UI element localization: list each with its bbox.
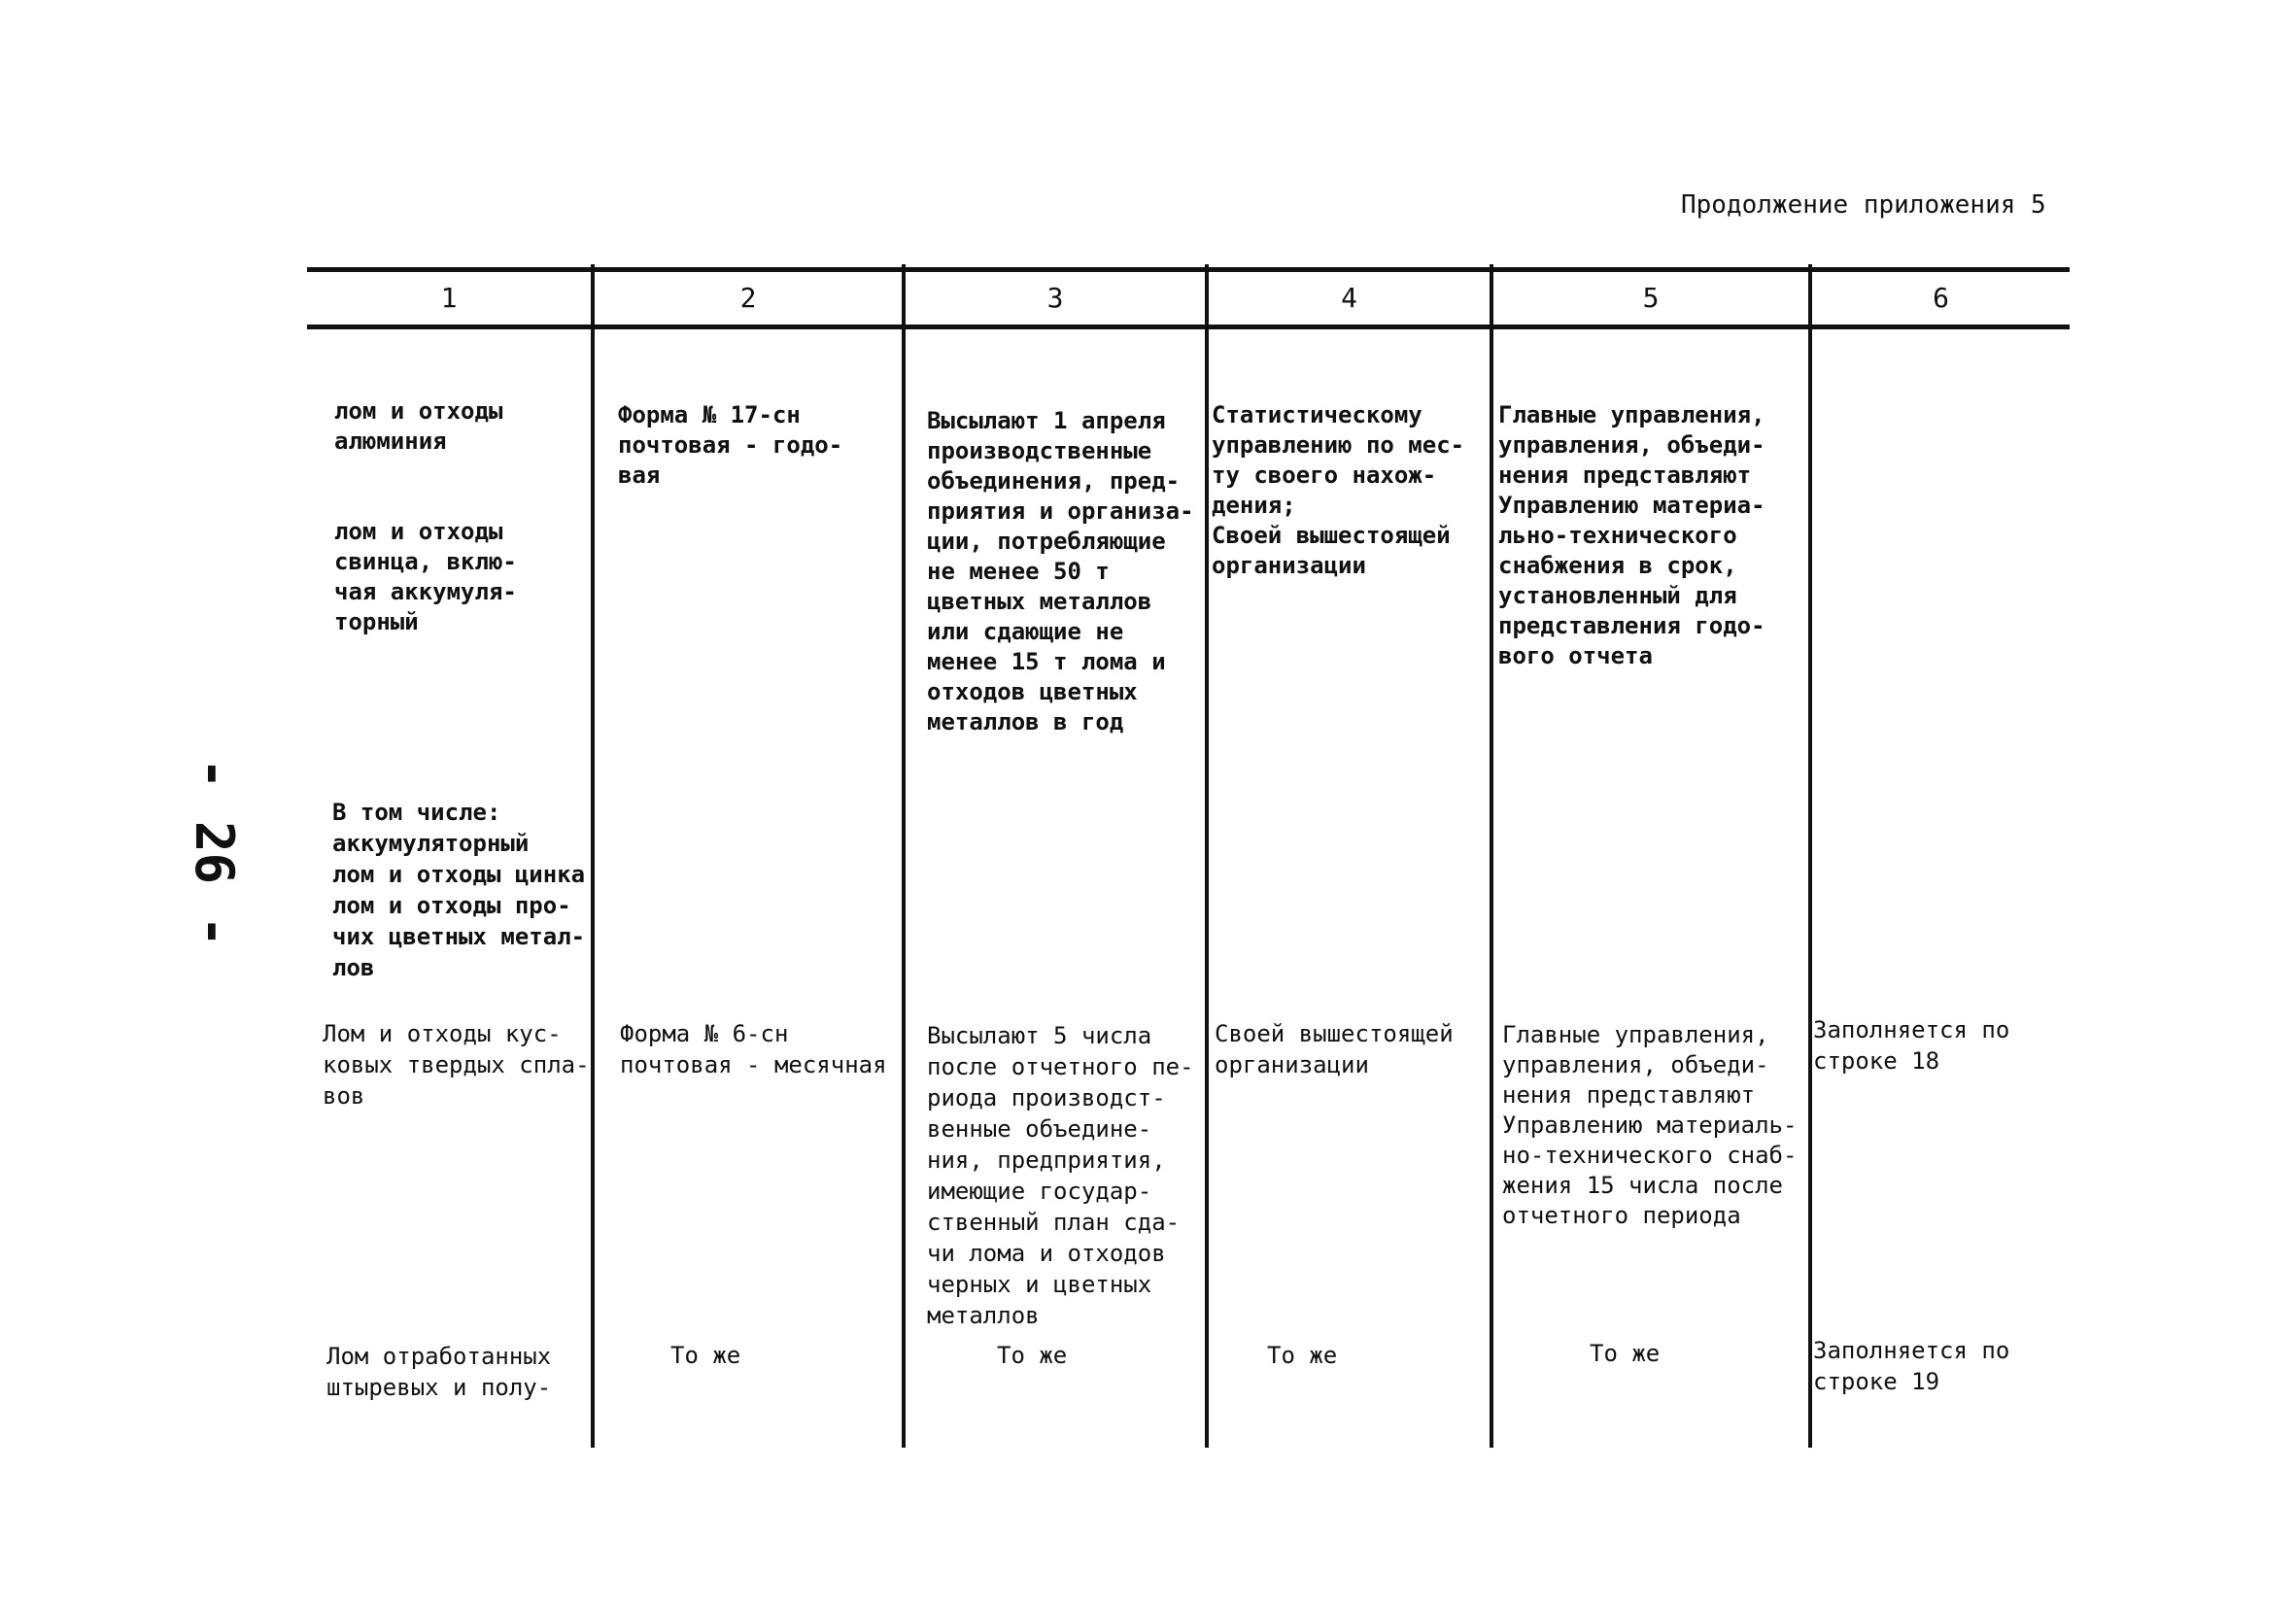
row4-col2-same: То же: [670, 1342, 741, 1369]
row4-col1-pin-scrap: Лом отработанных штыревых и полу-: [326, 1343, 552, 1401]
row1-col4-recipient: Статистическому управлению по мес- ту своего нахож- дения; Своей вышестоящей организации: [1212, 401, 1465, 579]
page-number: - 26 -: [184, 758, 245, 948]
row3-col1-hard-alloys: Лом и отходы кус- ковых твердых спла- вов: [323, 1020, 590, 1110]
row3-col2-form: Форма № 6-сн почтовая - месячная: [620, 1020, 887, 1078]
row4-col5-same: То же: [1590, 1340, 1661, 1367]
row4-col3-same: То же: [997, 1342, 1068, 1369]
header-bottom-rule: [307, 325, 2070, 329]
column-header-3: 3: [1046, 282, 1064, 314]
row4-col4-same: То же: [1267, 1342, 1338, 1369]
appendix-continuation-note: Продолжение приложения 5: [1681, 190, 2046, 220]
table-top-rule: [307, 267, 2070, 272]
column-divider-1: [591, 264, 595, 1448]
column-divider-5: [1808, 264, 1812, 1448]
row3-col5-submission: Главные управления, управления, объеди- нения представляют Управлению материаль- но-технического снаб- жения 15 числа после отчетного периода: [1502, 1021, 1798, 1229]
row3-col6-note: Заполняется по строке 18: [1813, 1016, 2010, 1075]
row1-col2-form: Форма № 17-сн почтовая - годо- вая: [618, 401, 843, 489]
column-header-2: 2: [739, 282, 757, 314]
row1-col1-lead: лом и отходы свинца, вклю- чая аккумуля- торный: [334, 518, 517, 635]
row4-col6-note: Заполняется по строке 19: [1813, 1337, 2010, 1395]
row1-col3-deadline: Высылают 1 апреля производственные объединения, пред- приятия и организа- ции, потребляющие не менее 50 т цветных металлов или сдающие не менее 15 т лома и отходов цветных металлов в год: [927, 407, 1194, 735]
column-divider-3: [1205, 264, 1209, 1448]
column-header-6: 6: [1933, 282, 1949, 314]
row2-col1-including: В том числе: аккумуляторный лом и отходы цинка лом и отходы про- чих цветных метал- лов: [332, 799, 586, 981]
column-header-5: 5: [1642, 282, 1660, 314]
row3-col3-deadline: Высылают 5 числа после отчетного пе- риода производст- венные объедине- ния, предприятия, имеющие государ- ственный план сда- чи лома и отходов черных и цветных металлов: [927, 1022, 1194, 1329]
column-header-1: 1: [440, 282, 458, 314]
column-header-4: 4: [1341, 282, 1357, 314]
row3-col4-recipient: Своей вышестоящей организации: [1215, 1020, 1454, 1078]
column-divider-2: [902, 264, 906, 1448]
column-divider-4: [1490, 264, 1493, 1448]
row1-col5-submission: Главные управления, управления, объеди- нения представляют Управлению материа- льно-технического снабжения в срок, установленный для представления годо- вого отчета: [1498, 401, 1765, 669]
row1-col1-aluminium: лом и отходы алюминия: [334, 397, 503, 455]
